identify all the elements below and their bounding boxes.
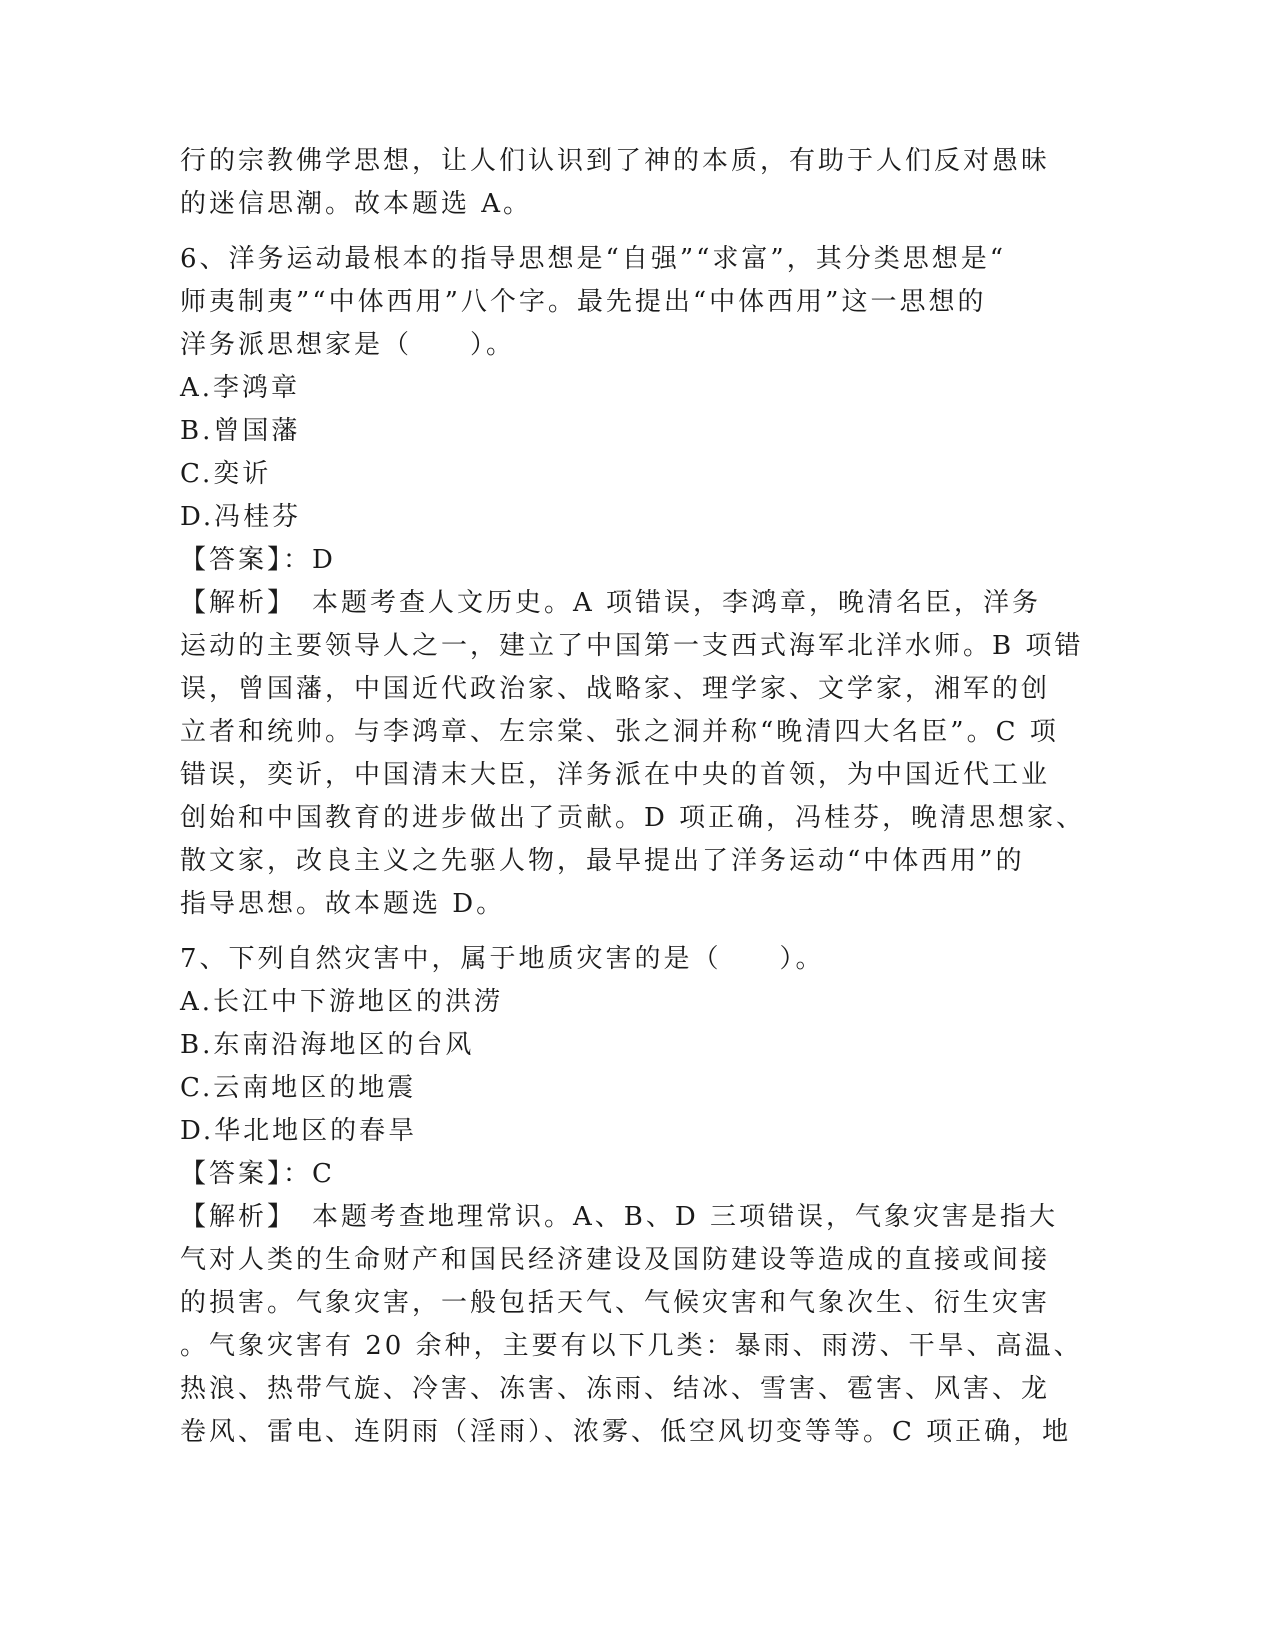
option-c: C.云南地区的地震 [180,1073,417,1103]
question-7 [180,938,1083,1454]
question-stem-line: 师夷制夷”“中体西用”八个字。最先提出“中体西用”这一思想的 [180,287,987,317]
option-d: D.冯桂芬 [180,502,302,532]
analysis-line: 。气象灾害有 20 余种，主要有以下几类：暴雨、雨涝、干旱、高温、 [180,1331,1083,1361]
analysis-line: 运动的主要领导人之一，建立了中国第一支西式海军北洋水师。B 项错 [180,631,1084,661]
analysis-line: 创始和中国教育的进步做出了贡献。D 项正确，冯桂芬，晚清思想家、 [180,803,1086,833]
analysis-line: 的损害。气象灾害，一般包括天气、气候灾害和气象次生、衍生灾害 [180,1288,1051,1318]
question-stem-line: 7、下列自然灾害中，属于地质灾害的是（ ）。 [180,944,825,974]
option-b: B.曾国藩 [180,416,301,446]
analysis-line: 卷风、雷电、连阴雨（淫雨）、浓雾、低空风切变等等。C 项正确，地 [180,1417,1072,1447]
option-d: D.华北地区的春旱 [180,1116,418,1146]
analysis-line: 误，曾国藩，中国近代政治家、战略家、理学家、文学家，湘军的创 [180,674,1051,704]
answer: 【答案】：D [180,545,336,575]
analysis-line: 【解析】 本题考查地理常识。A、B、D 三项错误，气象灾害是指大 [180,1202,1058,1232]
option-c: C.奕䜣 [180,459,272,489]
previous-analysis-continuation [180,140,1060,226]
analysis-line: 散文家，改良主义之先驱人物，最早提出了洋务运动“中体西用”的 [180,846,1025,876]
question-6 [180,238,1086,926]
document-page [180,140,1086,1454]
option-a: A.长江中下游地区的洪涝 [180,987,504,1017]
analysis-line: 错误，奕䜣，中国清末大臣，洋务派在中央的首领，为中国近代工业 [180,760,1051,790]
analysis-line: 立者和统帅。与李鸿章、左宗棠、张之洞并称“晚清四大名臣”。C 项 [180,717,1059,747]
question-stem-line: 洋务派思想家是（ ）。 [180,330,516,360]
text-line: 的迷信思潮。故本题选 A。 [180,189,533,219]
analysis-line: 【解析】 本题考查人文历史。A 项错误，李鸿章，晚清名臣，洋务 [180,588,1042,618]
analysis-line: 气对人类的生命财产和国民经济建设及国防建设等造成的直接或间接 [180,1245,1051,1275]
text-line: 行的宗教佛学思想，让人们认识到了神的本质，有助于人们反对愚昧 [180,146,1051,176]
analysis-line: 指导思想。故本题选 D。 [180,889,506,919]
question-stem-line: 6、洋务运动最根本的指导思想是“自强”“求富”，其分类思想是“ [180,244,1007,274]
option-a: A.李鸿章 [180,373,301,403]
answer: 【答案】：C [180,1159,335,1189]
option-b: B.东南沿海地区的台风 [180,1030,475,1060]
analysis-line: 热浪、热带气旋、冷害、冻害、冻雨、结冰、雪害、雹害、风害、龙 [180,1374,1051,1404]
